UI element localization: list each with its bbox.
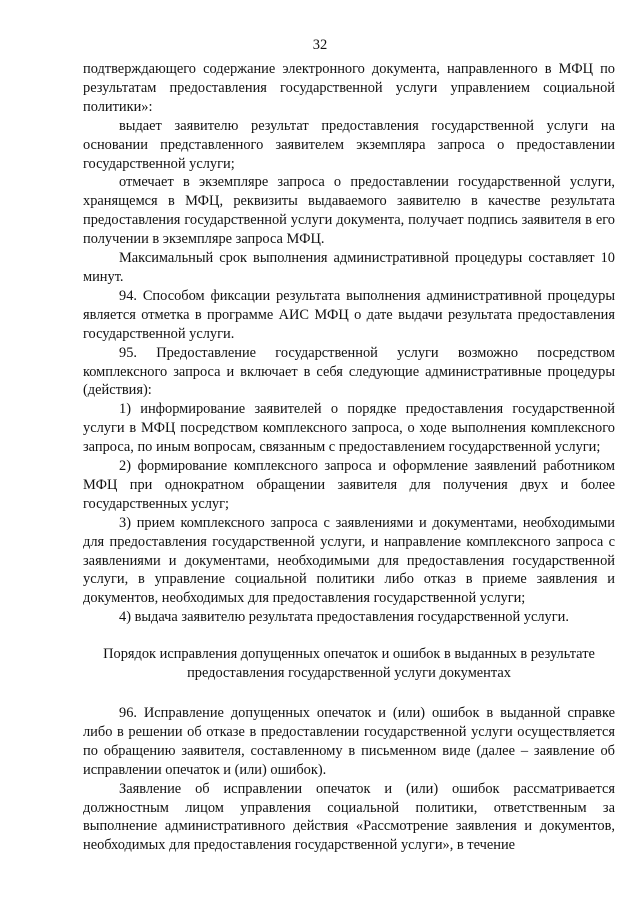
paragraph-item-96: 96. Исправление допущенных опечаток и (или) ошибок в выданной справке либо в решении об отказе в предоставлении государственной услуги осуществляется по обращению заявителя, составленному в письменном виде (далее – заявление об исправлении опечаток и (или) ошибок). xyxy=(83,705,615,778)
document-body xyxy=(83,60,615,855)
section-heading-line: Порядок исправления допущенных опечаток и ошибок в выданных в результате xyxy=(103,646,595,663)
section-heading-line: предоставления государственной услуги документах xyxy=(187,665,511,682)
list-item: 1) информирование заявителей о порядке предоставления государственной услуги в МФЦ посредством комплексного запроса, о ходе выполнения комплексного запроса, по иным вопросам, связанным с предоставлением государственной услуги; xyxy=(83,401,615,456)
paragraph: подтверждающего содержание электронного документа, направленного в МФЦ по результатам предоставления государственной услуги управлением социальной политики»: xyxy=(83,61,615,115)
list-item: 3) прием комплексного запроса с заявлениями и документами, необходимыми для предоставления государственной услуги, и направление комплексного запроса с заявлениями и документами, необходимыми для предоставления государственной услуги, в управление социальной политики либо отказ в приеме заявления и документов, необходимых для предоставления государственной услуги; xyxy=(83,514,615,607)
page-number: 32 xyxy=(312,37,328,53)
paragraph: отмечает в экземпляре запроса о предоставлении государственной услуги, хранящемся в МФЦ, реквизиты выдаваемого заявителю в качестве результата предоставления государственной услуги документа, получает подпись заявителя в его получении в экземпляре запроса МФЦ. xyxy=(83,174,615,248)
paragraph-item-94: 94. Способом фиксации результата выполнения административной процедуры является отметка в программе АИС МФЦ о дате выдачи результата предоставления государственной услуги. xyxy=(83,287,615,342)
list-item: 2) формирование комплексного запроса и оформление заявлений работником МФЦ при однократном обращении заявителя для получения двух и более государственных услуг; xyxy=(83,458,615,512)
paragraph: Максимальный срок выполнения административной процедуры составляет 10 минут. xyxy=(83,250,615,285)
paragraph: выдает заявителю результат предоставления государственной услуги на основании представленного заявителем экземпляра запроса о предоставлении государственной услуги; xyxy=(83,117,615,172)
section-heading xyxy=(83,645,615,683)
paragraph-item-95: 95. Предоставление государственной услуги возможно посредством комплексного запроса и включает в себя следующие административные процедуры (действия): xyxy=(83,344,615,399)
paragraph: Заявление об исправлении опечаток и (или) ошибок рассматривается должностным лицом управления социальной политики, ответственным за выполнение административного действия «Рассмотрение заявления и документов, необходимых для предоставления государственной услуги», в течение xyxy=(83,780,615,854)
list-item: 4) выдача заявителю результата предоставления государственной услуги. xyxy=(119,609,569,626)
